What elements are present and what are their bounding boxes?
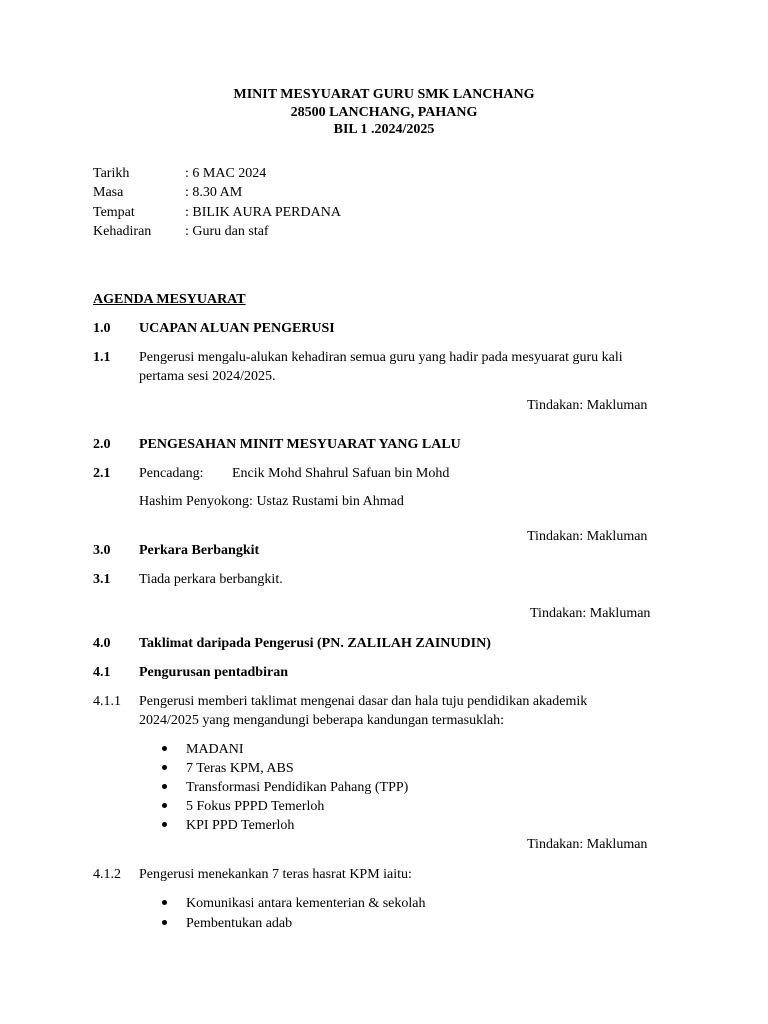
bullet-icon xyxy=(162,746,167,751)
title-line-3: BIL 1 .2024/2025 xyxy=(333,122,435,137)
meta-value-masa: : 8.30 AM xyxy=(185,185,243,200)
section-2-action: Tindakan: Makluman xyxy=(527,529,648,544)
item-4-1-1-line-2: 2024/2025 yang mengandungi beberapa kandungan termasuklah: xyxy=(139,713,505,728)
section-3-title: Perkara Berbangkit xyxy=(139,543,260,558)
item-4-1-1-number: 4.1.1 xyxy=(93,694,121,709)
meta-label-masa: Masa xyxy=(93,185,124,200)
bullet-icon xyxy=(162,765,167,770)
section-1-title: UCAPAN ALUAN PENGERUSI xyxy=(139,321,335,336)
list-item: 5 Fokus PPPD Temerloh xyxy=(186,799,325,814)
meta-value-tempat: : BILIK AURA PERDANA xyxy=(185,205,341,220)
item-3-1-number: 3.1 xyxy=(93,572,111,587)
list-item: Komunikasi antara kementerian & sekolah xyxy=(186,896,426,911)
bullet-icon xyxy=(162,920,167,925)
item-4-1-1-action: Tindakan: Makluman xyxy=(527,837,648,852)
title-line-1: MINIT MESYUARAT GURU SMK LANCHANG xyxy=(233,87,535,102)
item-2-1-label: Pencadang: xyxy=(139,466,204,481)
bullet-icon xyxy=(162,803,167,808)
item-4-1-number: 4.1 xyxy=(93,665,111,680)
section-1-action: Tindakan: Makluman xyxy=(527,398,648,413)
item-4-1-title: Pengurusan pentadbiran xyxy=(139,665,288,680)
section-4-number: 4.0 xyxy=(93,636,111,651)
bullet-icon xyxy=(162,822,167,827)
item-2-1-number: 2.1 xyxy=(93,466,111,481)
item-1-1-number: 1.1 xyxy=(93,350,111,365)
item-4-1-1-line-1: Pengerusi memberi taklimat mengenai dasar dan hala tuju pendidikan akademik xyxy=(139,694,588,709)
item-4-1-2-line-1: Pengerusi menekankan 7 teras hasrat KPM iaitu: xyxy=(139,867,412,882)
section-3-number: 3.0 xyxy=(93,543,111,558)
bullet-icon xyxy=(162,784,167,789)
list-item: KPI PPD Temerloh xyxy=(186,818,295,833)
agenda-title: AGENDA MESYUARAT xyxy=(93,292,246,307)
item-4-1-2-number: 4.1.2 xyxy=(93,867,121,882)
meta-label-tempat: Tempat xyxy=(93,205,135,220)
section-3-action: Tindakan: Makluman xyxy=(530,606,651,621)
meta-label-tarikh: Tarikh xyxy=(93,166,130,181)
item-2-1-value: Encik Mohd Shahrul Safuan bin Mohd xyxy=(232,466,450,481)
meta-value-tarikh: : 6 MAC 2024 xyxy=(185,166,267,181)
list-item: 7 Teras KPM, ABS xyxy=(186,761,294,776)
item-1-1-line-2: pertama sesi 2024/2025. xyxy=(139,369,276,384)
meta-label-kehadiran: Kehadiran xyxy=(93,224,152,239)
section-2-number: 2.0 xyxy=(93,437,111,452)
meta-value-kehadiran: : Guru dan staf xyxy=(185,224,269,239)
bullet-icon xyxy=(162,900,167,905)
item-2-1-line-2: Hashim Penyokong: Ustaz Rustami bin Ahmad xyxy=(139,494,404,509)
title-line-2: 28500 LANCHANG, PAHANG xyxy=(290,105,478,120)
list-item: Pembentukan adab xyxy=(186,916,293,931)
list-item: MADANI xyxy=(186,742,244,757)
section-4-title: Taklimat daripada Pengerusi (PN. ZALILAH ZAINUDIN) xyxy=(139,636,491,651)
list-item: Transformasi Pendidikan Pahang (TPP) xyxy=(186,780,409,795)
item-3-1-line-1: Tiada perkara berbangkit. xyxy=(139,572,283,587)
section-1-number: 1.0 xyxy=(93,321,111,336)
item-1-1-line-1: Pengerusi mengalu-alukan kehadiran semua guru yang hadir pada mesyuarat guru kali xyxy=(139,350,623,365)
section-2-title: PENGESAHAN MINIT MESYUARAT YANG LALU xyxy=(139,437,461,452)
